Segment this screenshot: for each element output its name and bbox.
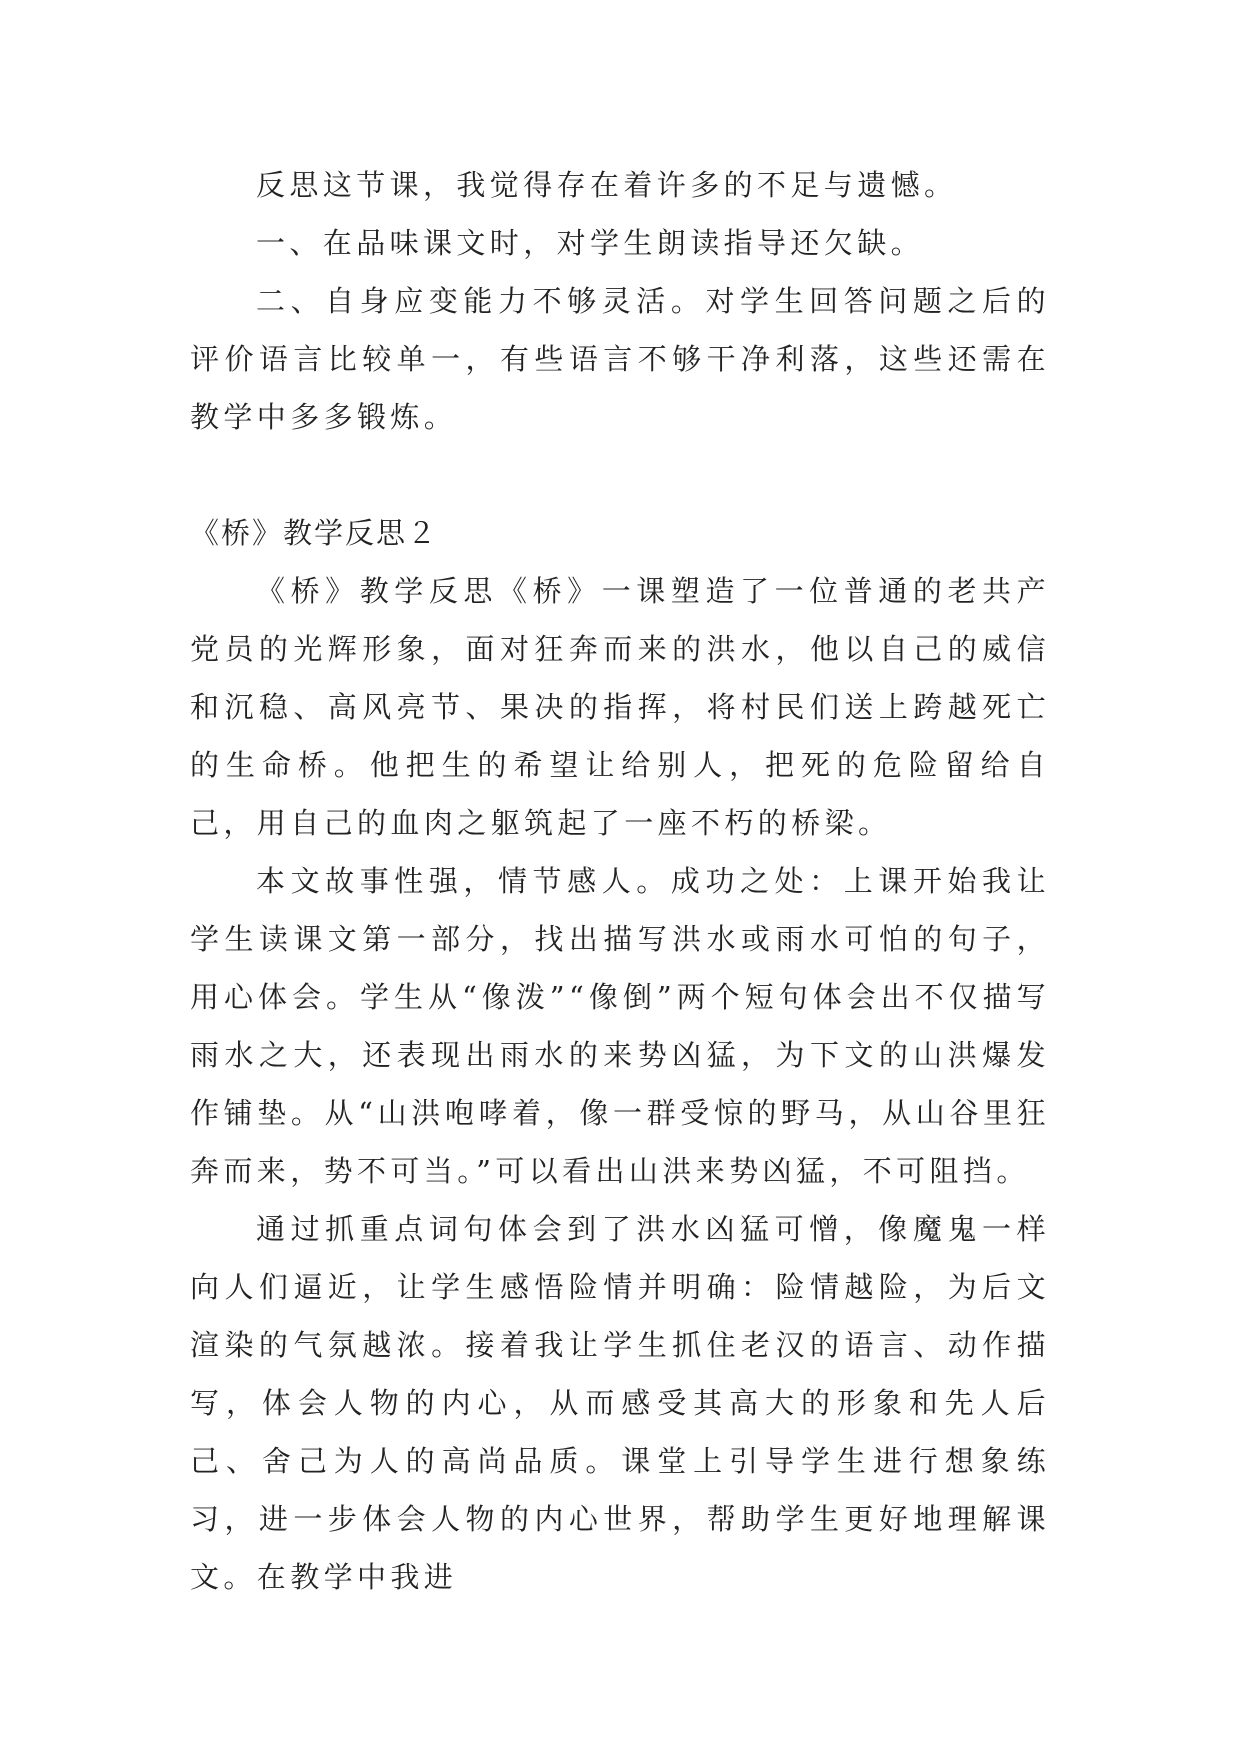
section-title: 《桥》教学反思２ [190, 516, 439, 550]
paragraph-method: 通过抓重点词句体会到了洪水凶猛可憎，像魔鬼一样向人们逼近，让学生感悟险情并明确：险情越险，为后文渲染的气氛越浓。接着我让学生抓住老汉的语言、动作描写，体会人物的内心，从而感受其高大的形象和先人后己、舍己为人的高尚品质。课堂上引导学生进行想象练习，进一步体会人物的内心世界，帮助学生更好地理解课文。在教学中我进 [190, 1212, 1050, 1594]
paragraph-reflection-intro: 反思这节课，我觉得存在着许多的不足与遗憾。 [256, 168, 958, 202]
paragraph-success: 本文故事性强，情节感人。成功之处：上课开始我让学生读课文第一部分，找出描写洪水或雨水可怕的句子，用心体会。学生从“像泼”“像倒”两个短句体会出不仅描写雨水之大，还表现出雨水的来势凶猛，为下文的山洪爆发作铺垫。从“山洪咆哮着，像一群受惊的野马，从山谷里狂奔而来，势不可当。”可以看出山洪来势凶猛，不可阻挡。 [190, 864, 1050, 1188]
paragraph-summary: 《桥》教学反思《桥》一课塑造了一位普通的老共产党员的光辉形象，面对狂奔而来的洪水，他以自己的威信和沉稳、高风亮节、果决的指挥，将村民们送上跨越死亡的生命桥。他把生的希望让给别人，把死的危险留给自己，用自己的血肉之躯筑起了一座不朽的桥梁。 [190, 574, 1050, 840]
document-body [190, 156, 1050, 1606]
paragraph-point-two: 二、自身应变能力不够灵活。对学生回答问题之后的评价语言比较单一，有些语言不够干净利落，这些还需在教学中多多锻炼。 [190, 284, 1050, 434]
section-spacer [190, 446, 1050, 504]
paragraph-point-one: 一、在品味课文时，对学生朗读指导还欠缺。 [256, 226, 925, 260]
